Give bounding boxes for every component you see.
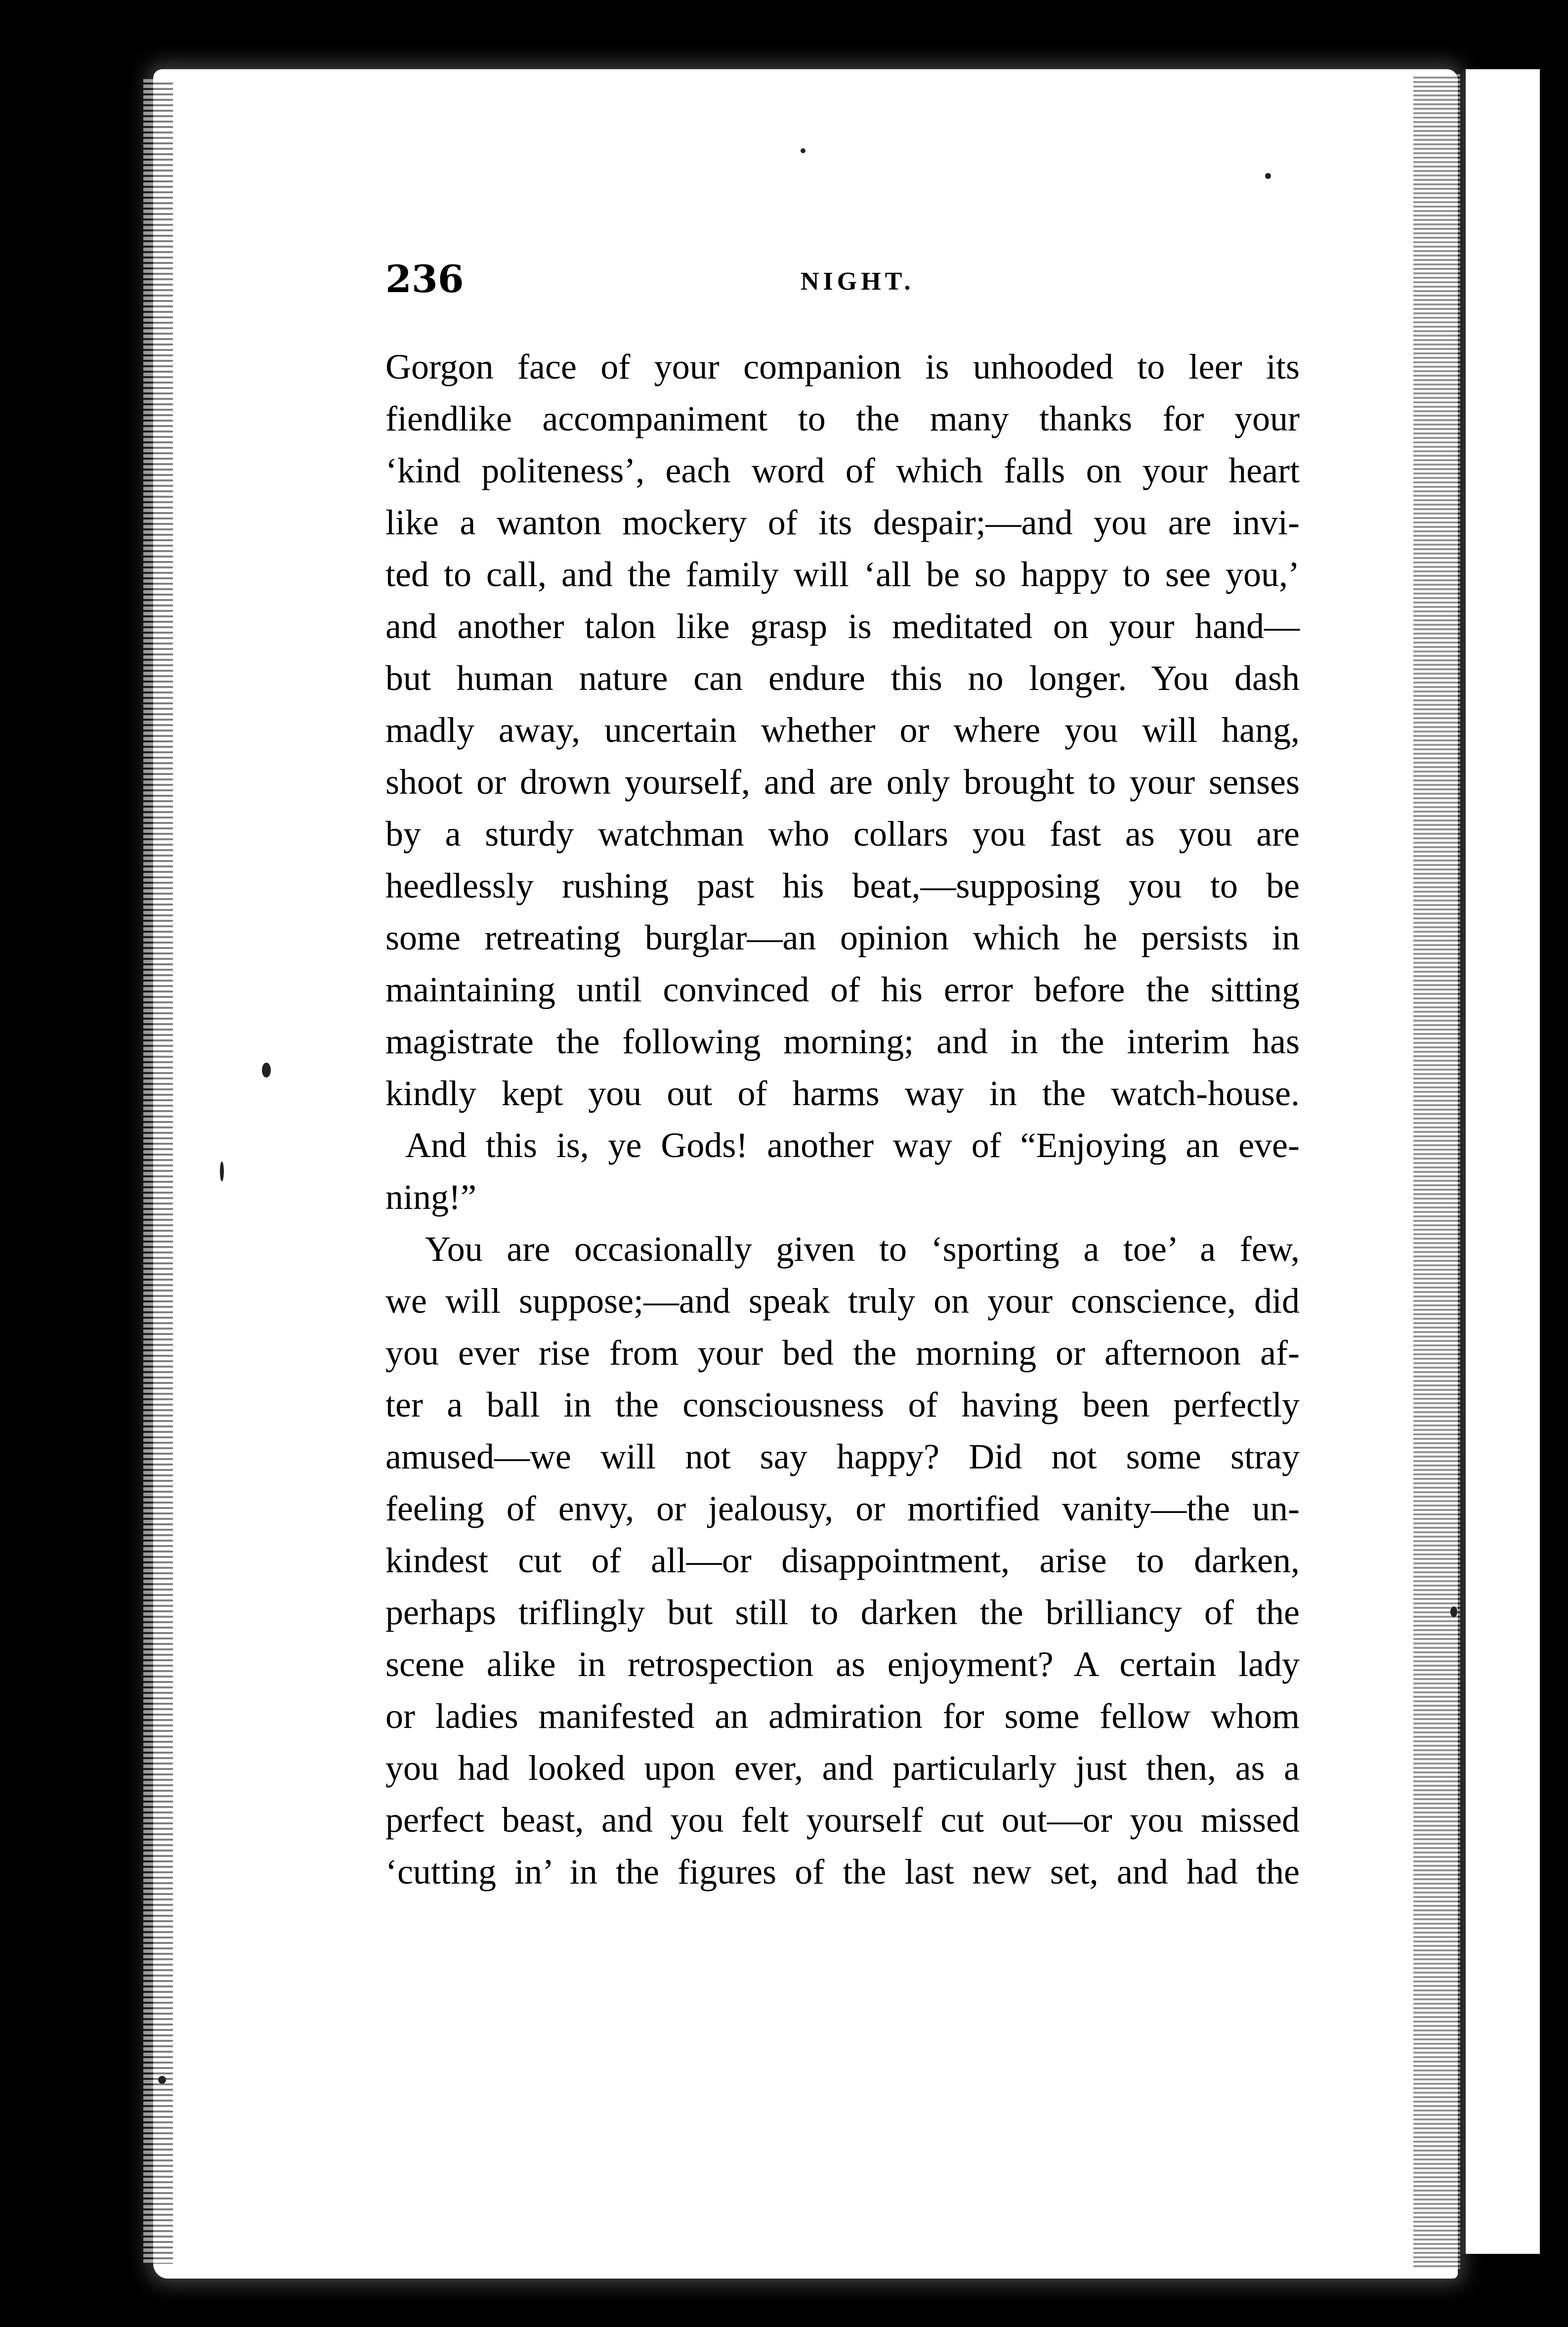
text-line: ter a ball in the consciousness of having been perfectly — [385, 1385, 1300, 1424]
scan-speck — [158, 2076, 166, 2084]
scan-speck — [262, 1063, 271, 1077]
body-text — [385, 341, 1300, 1898]
page-gutter-shadow — [143, 79, 173, 2264]
text-line: heedlessly rushing past his beat,—supposing you to be — [385, 866, 1300, 905]
text-line: by a sturdy watchman who collars you fast as you are — [385, 814, 1300, 854]
text-line: you had looked upon ever, and particularly just then, as a — [385, 1748, 1300, 1788]
text-line: or ladies manifested an admiration for some fellow whom — [385, 1696, 1300, 1736]
text-line: but human nature can endure this no longer. You dash — [385, 658, 1300, 698]
text-line: we will suppose;—and speak truly on your conscience, did — [385, 1281, 1300, 1321]
text-line: scene alike in retrospection as enjoyment? A certain lady — [385, 1644, 1300, 1684]
text-line: madly away, uncertain whether or where you will hang, — [385, 710, 1300, 750]
scan-speck — [220, 1162, 224, 1181]
text-line: Gorgon face of your companion is unhooded to leer its — [385, 347, 1300, 387]
text-line: some retreating burglar—an opinion which he persists in — [385, 918, 1300, 957]
scan-speck — [801, 148, 805, 153]
text-line: And this is, ye Gods! another way of “Enjoying an eve- — [405, 1125, 1300, 1165]
text-line: you ever rise from your bed the morning or afternoon af- — [385, 1333, 1300, 1373]
page-number: 236 — [385, 257, 464, 301]
text-line: perfect beast, and you felt yourself cut out—or you missed — [385, 1800, 1300, 1840]
text-line: ‘cutting in’ in the figures of the last new set, and had the — [385, 1852, 1300, 1892]
scan-speck — [1450, 1606, 1457, 1617]
page-fore-edge — [1413, 74, 1460, 2269]
adjacent-page-edge — [1463, 69, 1540, 2254]
scan-speck — [1265, 173, 1271, 179]
text-line: ‘kind politeness’, each word of which falls on your heart — [385, 451, 1300, 490]
text-line: perhaps triflingly but still to darken the brilliancy of the — [385, 1593, 1300, 1632]
text-line: shoot or drown yourself, and are only brought to your senses — [385, 762, 1300, 802]
text-line: fiendlike accompaniment to the many thanks for your — [385, 399, 1300, 438]
text-line: ted to call, and the family will ‘all be so happy to see you,’ — [385, 555, 1300, 594]
text-line: amused—we will not say happy? Did not some stray — [385, 1437, 1300, 1476]
text-line: ning!” — [385, 1177, 476, 1217]
text-line: magistrate the following morning; and in the interim has — [385, 1022, 1300, 1061]
text-line: like a wanton mockery of its despair;—and you are invi- — [385, 503, 1300, 542]
running-head — [0, 257, 1568, 302]
text-line: kindly kept you out of harms way in the watch-house. — [385, 1074, 1300, 1113]
text-line: kindest cut of all—or disappointment, arise to darken, — [385, 1541, 1300, 1580]
paragraph-start-line: You are occasionally given to ‘sporting a toe’ a few, — [425, 1229, 1300, 1269]
text-line: and another talon like grasp is meditated on your hand— — [385, 606, 1300, 646]
text-line: maintaining until convinced of his error before the sitting — [385, 970, 1300, 1009]
text-line: feeling of envy, or jealousy, or mortified vanity—the un- — [385, 1489, 1300, 1528]
running-title: NIGHT. — [801, 267, 915, 296]
